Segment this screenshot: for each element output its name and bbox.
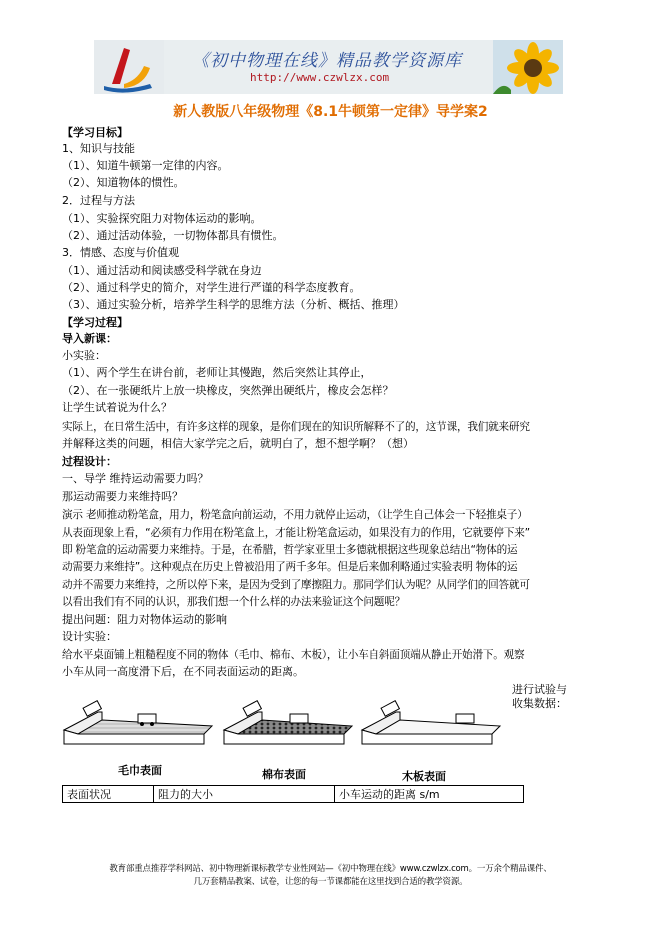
footer-line-2: 几万套精品教案、试卷，让您的每一节课都能在这里找到合适的教学资源。	[193, 877, 468, 887]
text-line: 3．情感、态度与价值观	[62, 246, 179, 259]
text-line: 小实验：	[62, 349, 106, 362]
text-line: （2）、通过活动体验，一切物体都具有惯性。	[62, 229, 284, 242]
caption-board: 木板表面	[402, 770, 446, 783]
text-line: （2）、知道物体的惯性。	[62, 176, 185, 189]
text-line: （1）、通过活动和阅读感受科学就在身边	[62, 264, 262, 277]
text-line: （2）、在一张硬纸片上放一块橡皮，突然弹出硬纸片，橡皮会怎样？	[62, 384, 394, 397]
banner-title: 《初中物理在线》精品教学资源库	[192, 51, 462, 71]
text-line: 小车从同一高度滑下后，在不同表面运动的距离。	[62, 665, 304, 678]
cotton-surface-diagram	[224, 701, 352, 744]
page-footer	[0, 863, 661, 889]
text-line: 1、知识与技能	[62, 142, 135, 155]
text-line: 那运动需要力来维持吗？	[62, 490, 183, 503]
data-table	[62, 785, 524, 803]
text-line: 实际上，在日常生活中，有许多这样的现象，是你们现在的知识所解释不了的，这节课，我们就来研究	[62, 421, 530, 433]
sunflower-icon	[493, 40, 563, 94]
text-line: 以看出我们有不同的认识，那我们想一个什么样的办法来验证这个问题呢？	[62, 596, 405, 608]
text-line: （1）、实验探究阻力对物体运动的影响。	[62, 212, 262, 225]
text-line: 演示 老师推动粉笔盒，用力，粉笔盒向前运动，不用力就停止运动，（让学生自己体会一下轻推桌子）	[62, 509, 528, 521]
text-line: 【学习目标】	[62, 126, 128, 139]
board-surface-diagram	[362, 701, 500, 744]
header-banner	[94, 40, 563, 94]
table-header-row	[63, 786, 524, 803]
text-line: 给水平桌面铺上粗糙程度不同的物体（毛巾、棉布、木板），让小车自斜面顶端从静止开始滑下。观察	[62, 649, 525, 661]
text-line: 过程设计：	[62, 455, 117, 468]
text-line: 动并不需要力来维持，之所以停下来，是因为受到了摩擦阻力。那同学们认为呢？从同学们的回答就可	[62, 579, 530, 591]
towel-surface-diagram	[64, 701, 212, 744]
caption-towel: 毛巾表面	[118, 764, 162, 777]
text-line: 动需要力来维持”。这种观点在历史上曾被沿用了两千多年。但是后来伽利略通过实验表明 物体的运	[62, 561, 518, 573]
text-line: 并解释这类的问题，相信大家学完之后，就明白了，想不想学啊？（想）	[62, 437, 414, 450]
text-line: 即 粉笔盒的运动需要力来维持。于是，在希腊，哲学家亚里士多德就根据这些现象总结出“物体的运	[62, 544, 518, 556]
table-header-cell: 小车运动的距离 s/m	[335, 786, 524, 803]
text-line: 【学习过程】	[62, 316, 128, 329]
side-note-line-2: 收集数据：	[512, 697, 567, 710]
table-header-cell: 阻力的大小	[154, 786, 335, 803]
footer-line-1: 教育部重点推荐学科网站、初中物理新课标教学专业性网站—《初中物理在线》www.czwlzx.com。一万余个精品课件、	[109, 864, 552, 874]
table-header-cell: 表面状况	[63, 786, 154, 803]
text-line: （3）、通过实验分析，培养学生科学的思维方法（分析、概括、推理）	[62, 298, 405, 311]
site-logo-icon	[94, 40, 164, 94]
banner-url[interactable]: http://www.czwlzx.com	[250, 71, 390, 84]
side-note-line-1: 进行试验与	[512, 683, 567, 696]
text-line: 让学生试着说为什么？	[62, 401, 172, 414]
text-line: 2．过程与方法	[62, 194, 135, 207]
text-line: 一、导学 维持运动需要力吗？	[62, 472, 209, 485]
text-line: （1）、知道牛顿第一定律的内容。	[62, 159, 229, 172]
document-title: 新人教版八年级物理《8.1牛顿第一定律》导学案2	[173, 104, 488, 120]
caption-cotton: 棉布表面	[262, 768, 306, 781]
text-line: 提出问题：阻力对物体运动的影响	[62, 613, 227, 626]
text-line: 从表面现象上看，“必须有力作用在粉笔盒上，才能让粉笔盒运动，如果没有力的作用，它就要停下来”	[62, 527, 530, 539]
text-line: 设计实验：	[62, 630, 117, 643]
text-line: 导入新课：	[62, 332, 117, 345]
text-line: （2）、通过科学史的简介，对学生进行严谨的科学态度教育。	[62, 281, 361, 294]
text-line: （1）、两个学生在讲台前，老师让其慢跑，然后突然让其停止，	[62, 366, 372, 379]
